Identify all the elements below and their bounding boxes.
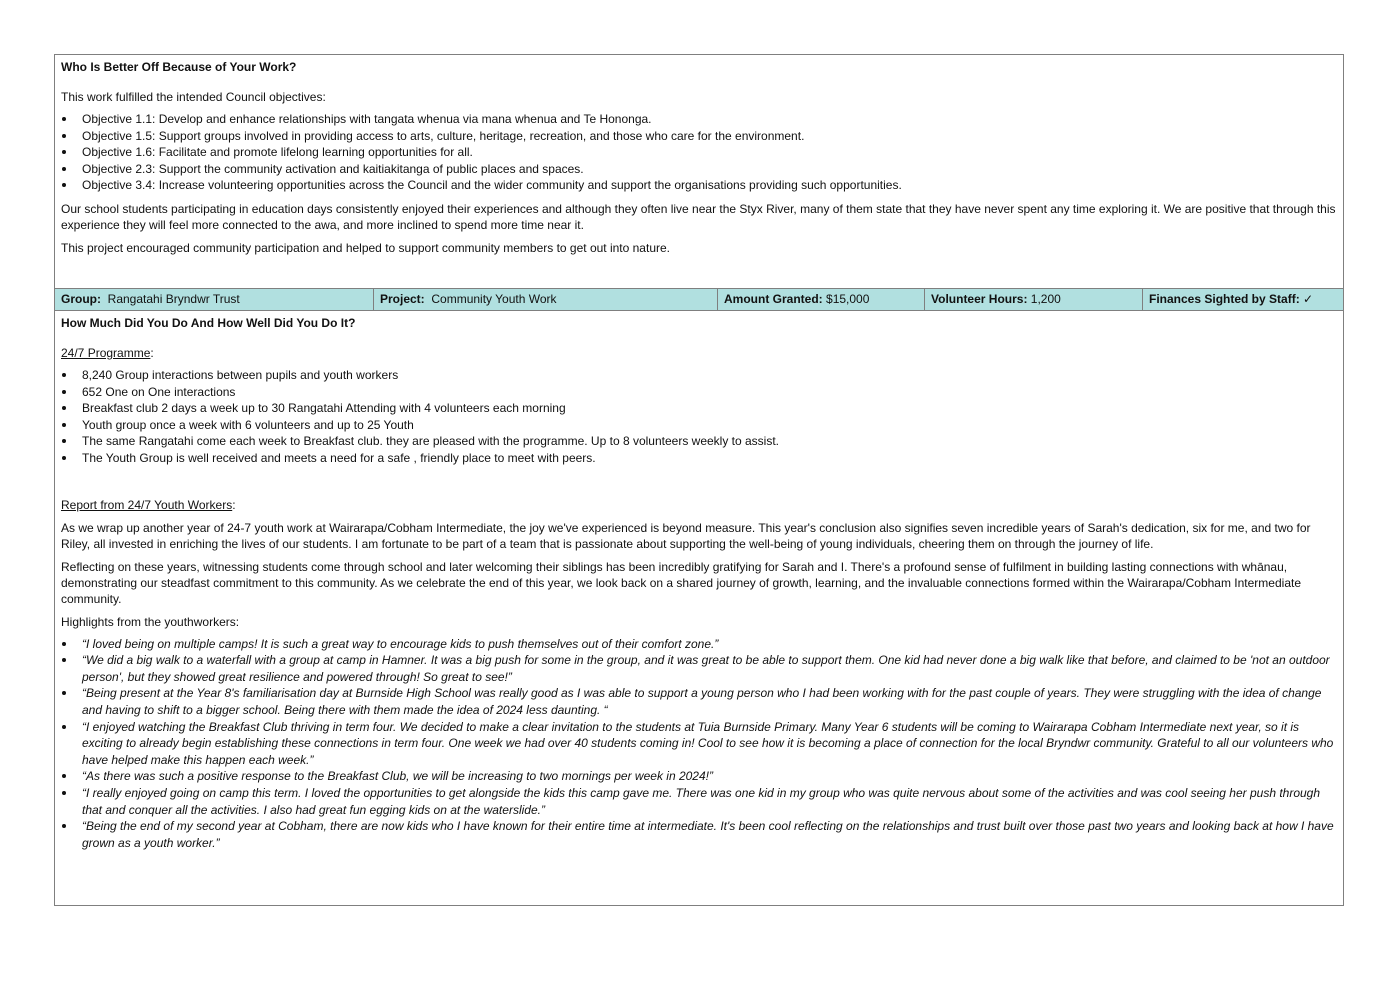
objective-item: Objective 1.1: Develop and enhance relationships with tangata whenua via mana whenua and Te Hononga. [61, 111, 1337, 128]
hours-value: 1,200 [1030, 292, 1061, 306]
finances-label: Finances Sighted by Staff: [1149, 292, 1300, 306]
programme-item: Youth group once a week with 6 volunteers and up to 25 Youth [61, 417, 1337, 434]
education-days-paragraph: Our school students participating in education days consistently enjoyed their experiences and although they often live near the Styx River, many of them state that they have never spent any time exploring it. We are positive that through this experience they will feel more connected to the awa, and more inclined to spend more time near it. [61, 201, 1336, 232]
project-label: Project: [380, 292, 425, 306]
programme-title [61, 345, 1337, 361]
finances-cell [1143, 289, 1343, 310]
programme-item: The same Rangatahi come each week to Breakfast club. they are pleased with the programme. Up to 8 volunteers weekly to assist. [61, 433, 1337, 450]
objectives-intro: This work fulfilled the intended Council objectives: [61, 90, 326, 104]
hours-cell [925, 289, 1143, 310]
project-value: Community Youth Work [431, 292, 557, 306]
programme-title-text: 24/7 Programme [61, 346, 151, 360]
report-paragraph-2: Reflecting on these years, witnessing students come through school and later welcoming their siblings has been incredibly gratifying for Sarah and I. There's a profound sense of fulfilment in building lasting connections with whānau, demonstrating our steadfast commitment to this community. As we celebrate the end of this year, we look back on a shared journey of growth, learning, and the invaluable connections formed within the Wairarapa/Cobham Intermediate community. [61, 559, 1301, 606]
highlight-quote: “I loved being on multiple camps! It is such a great way to encourage kids to push themselves out of their comfort zone.” [61, 636, 1337, 653]
hours-label: Volunteer Hours: [931, 292, 1028, 306]
highlight-quote: “Being present at the Year 8's familiarisation day at Burnside High School was really good as I was able to support a young person who I had been working with for the past couple of years. They were struggling with the idea of change and having to shift to a bigger school. Being there with them made the idea of 2024 less daunting. “ [61, 685, 1337, 718]
report-title-text: Report from 24/7 Youth Workers [61, 497, 233, 512]
programme-item: 652 One on One interactions [61, 384, 1337, 401]
objective-item: Objective 3.4: Increase volunteering opportunities across the Council and the wider community and support the organisations providing such opportunities. [61, 177, 1337, 194]
project-info-row [55, 288, 1343, 311]
amount-cell [718, 289, 925, 310]
highlight-quote: “Being the end of my second year at Cobham, there are now kids who I have known for their entire time at intermediate. It's been cool reflecting on the relationships and trust built over those past two years and looking back at how I have grown as a youth worker.” [61, 818, 1337, 851]
objective-item: Objective 2.3: Support the community activation and kaitiakitanga of public places and spaces. [61, 161, 1337, 178]
report-title [61, 497, 1337, 513]
amount-label: Amount Granted: [724, 292, 823, 306]
report-title-colon: : [232, 497, 236, 512]
highlight-quote: “I really enjoyed going on camp this term. I loved the opportunities to get alongside the kids this camp gave me. There was one kid in my group who was quite nervous about some of the activities and was cool seeing her push through that and conquer all the activities. I also had great fun egging kids on at the waterslide.” [61, 785, 1337, 818]
checkmark-icon: ✓ [1303, 292, 1314, 306]
report-paragraph-1: As we wrap up another year of 24-7 youth work at Wairarapa/Cobham Intermediate, the joy we've experienced is beyond measure. This year's conclusion also signifies seven incredible years of Sarah's dedication, six for me, and two for Riley, all invested in enriching the lives of our students. I am fortunate to be part of a team that is passionate about supporting the well-being of young individuals, cheering them on through the journey of life. [61, 520, 1311, 551]
amount-value: $15,000 [826, 292, 870, 306]
objective-item: Objective 1.5: Support groups involved in providing access to arts, culture, heritage, recreation, and those who care for the environment. [61, 128, 1337, 145]
highlight-quote: “We did a big walk to a waterfall with a group at camp in Hamner. It was a big push for some in the group, and it was great to be able to support them. One kid had never done a big walk like that before, and claimed to be 'not an outdoor person', but they showed great resilience and powered through! So great to see!” [61, 652, 1337, 685]
how-much-heading: How Much Did You Do And How Well Did You Do It? [61, 316, 356, 330]
how-much-section [55, 311, 1343, 905]
group-value: Rangatahi Bryndwr Trust [107, 292, 240, 306]
programme-title-colon: : [150, 346, 154, 360]
programme-item: The Youth Group is well received and meets a need for a safe , friendly place to meet with peers. [61, 450, 1337, 467]
objective-item: Objective 1.6: Facilitate and promote lifelong learning opportunities for all. [61, 144, 1337, 161]
programme-item: 8,240 Group interactions between pupils and youth workers [61, 367, 1337, 384]
group-cell [55, 289, 374, 310]
better-off-section [55, 55, 1343, 288]
highlight-quote: “As there was such a positive response to the Breakfast Club, we will be increasing to two mornings per week in 2024!” [61, 768, 1337, 785]
highlights-list [61, 636, 1337, 852]
report-frame [54, 54, 1344, 906]
programme-list [61, 367, 1337, 467]
better-off-heading: Who Is Better Off Because of Your Work? [61, 60, 297, 74]
group-label: Group: [61, 292, 101, 306]
project-cell [374, 289, 718, 310]
highlights-intro: Highlights from the youthworkers: [61, 614, 240, 629]
objectives-list [61, 111, 1337, 194]
participation-paragraph: This project encouraged community participation and helped to support community members to get out into nature. [61, 240, 670, 255]
highlight-quote: “I enjoyed watching the Breakfast Club thriving in term four. We decided to make a clear invitation to the students at Tuia Burnside Primary. Many Year 6 students will be coming to Wairarapa Cobham Intermediate next year, so it is exciting to already begin establishing these connections in term four. One week we had over 40 students coming in! Cool to see how it is becoming a place of connection for the local Bryndwr community. Grateful to all our volunteers who have helped make this happen each week.” [61, 719, 1337, 769]
programme-item: Breakfast club 2 days a week up to 30 Rangatahi Attending with 4 volunteers each morning [61, 400, 1337, 417]
